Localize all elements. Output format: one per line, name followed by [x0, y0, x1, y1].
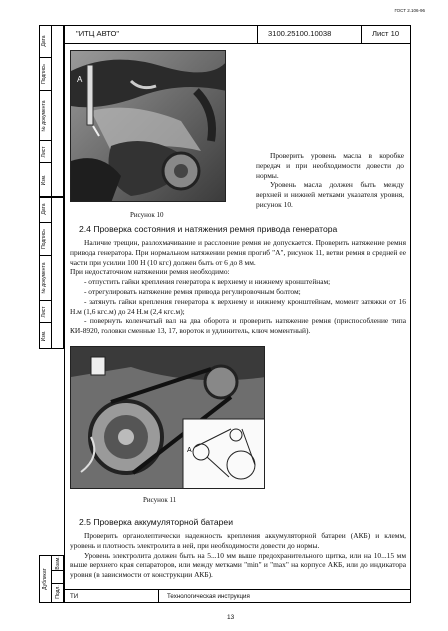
figure-11-caption: Рисунок 11: [143, 496, 177, 504]
side-label: Лист: [41, 146, 47, 158]
footer-code: ТИ: [70, 593, 79, 600]
figure-10-caption: Рисунок 10: [130, 211, 164, 219]
side-label: Подпись: [41, 64, 47, 84]
side-label: Дубликат: [42, 568, 48, 590]
paragraph: При недостаточном натяжении ремня необходимо:: [70, 267, 230, 277]
paragraph: Наличие трещин, разлохмачивание и расслоение ремня не допускается. Проверить натяжение ремня привода генератора. При нормальном натяжении ремня прогиб "А", рисунок 11, ветви ремня в средней ее части при усилии 100 Н (10 кгс) должен быть от 6 до 8 мм.: [70, 238, 406, 267]
paragraph: - отрегулировать натяжение ремня привода регулировочным болтом;: [84, 286, 301, 296]
side-label: № документа: [41, 262, 47, 294]
section-2-5-heading: 2.5 Проверка аккумуляторной батареи: [79, 517, 233, 527]
paragraph: Уровень масла должен быть между верхней и нижней метками указателя уровня, рисунок 10.: [256, 180, 404, 209]
figure-11-photo: [70, 346, 265, 489]
section-2-4-heading: 2.4 Проверка состояния и натяжения ремня привода генератора: [79, 224, 338, 234]
figure-10-photo: [70, 50, 226, 202]
side-label: Взам.: [55, 556, 61, 570]
paragraph: - затянуть гайки крепления генератора к верхнему и нижнему кронштейнам, момент затяжки от 16 Н.м (1,6 кгс.м) до 24 Н.м (2,4 кгс.м);: [70, 296, 406, 316]
sheet-number: Лист 10: [372, 29, 400, 38]
side-label: Подпись: [41, 229, 47, 249]
section-2-5-body: [70, 531, 406, 580]
paragraph: Проверить органолептически надежность крепления аккумуляторной батареи (АКБ) и клемм, уровень и плотность электролита в ней, при необходимости довести до нормы.: [70, 531, 406, 550]
side-label: Дата: [41, 35, 47, 47]
title-block-footer: [64, 589, 411, 603]
side-label: Подл.: [55, 585, 61, 599]
figure-10-label-a: А: [77, 75, 83, 84]
side-label: Изм.: [41, 174, 47, 186]
section-2-4-body: [70, 238, 406, 336]
paragraph: Проверить уровень масла в коробке передач и при необходимости довести до нормы.: [256, 151, 404, 180]
title-block-header: [64, 25, 411, 44]
footer-title: Технологическая инструкция: [167, 593, 250, 600]
engine-photo-illustration: [71, 51, 226, 202]
gost-label: ГОСТ 2.106-96: [394, 8, 425, 13]
paragraph: - отпустить гайки крепления генератора к верхнему и нижнему кронштейнам;: [84, 277, 331, 287]
side-label: Изм.: [41, 330, 47, 342]
doc-code: 3100.25100.10038: [268, 29, 332, 38]
paragraph: Уровень электролита должен быть на 5...10 мм выше предохранительного щитка, или на 10...15 мм выше верхнего края сепараторов, или между метками "min" и "max" на корпусе АКБ, или до индикатора уровня (в зависимости от конструкции АКБ).: [70, 550, 406, 580]
side-label: Лист: [41, 306, 47, 318]
side-label: № документа: [41, 100, 47, 132]
org-name: "ИТЦ АВТО": [76, 29, 120, 38]
paragraph: - повернуть коленчатый вал на два оборота и проверить натяжение ремня (приспособление типа КИ-8920, головки сменные 13, 17, вороток и удлинитель, ключ моментный).: [70, 316, 406, 336]
oil-level-text: [256, 151, 404, 210]
page-number: 13: [227, 614, 235, 621]
figure-11-label-a: А: [187, 447, 192, 454]
belt-drive-illustration: [71, 347, 265, 489]
side-label: Дата: [41, 203, 47, 215]
